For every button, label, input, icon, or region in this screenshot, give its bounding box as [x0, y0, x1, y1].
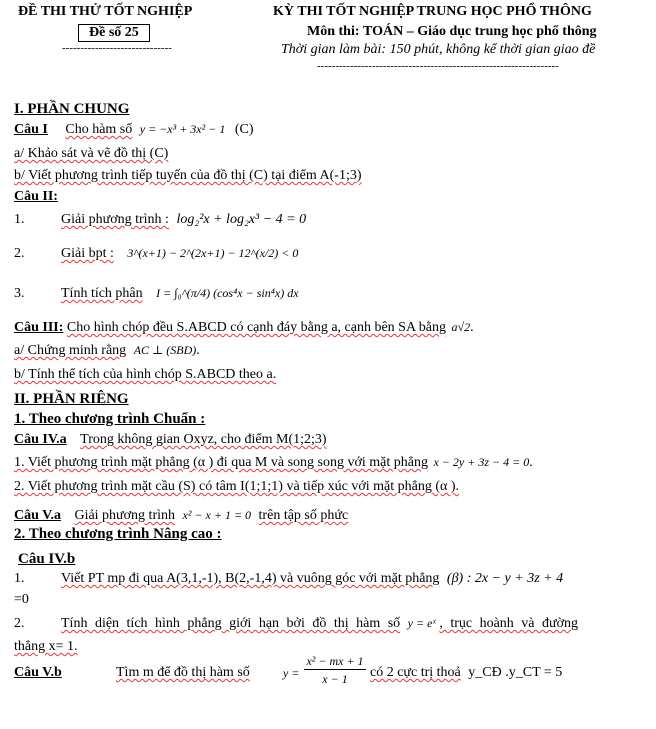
q5a-line	[14, 508, 348, 524]
q2-1-line	[61, 212, 306, 228]
q1-a: a/ Khảo sát và vẽ đồ thị (C)	[14, 146, 169, 161]
q5a-tail: trên tập số phức	[258, 508, 349, 523]
q5a-text: Giải phương trình	[74, 508, 175, 523]
q2-2-text: Giải bpt :	[61, 246, 114, 261]
q5b-denominator: x − 1	[322, 672, 348, 686]
advanced-program-heading: 2. Theo chương trình Nâng cao :	[14, 526, 222, 542]
q4b-2-cont: thẳng x= 1.	[14, 639, 78, 654]
q4b-label: Câu IV.b	[18, 551, 76, 567]
q1-tag: (C)	[234, 122, 254, 137]
right-rule: ------------------------------------------------------------------	[317, 60, 559, 72]
q3-line: Câu III: Cho hình chóp đều S.ABCD có cạnh đáy bằng a, cạnh bên SA bằng a√2.	[14, 320, 474, 335]
q4b-2-formula: y = eˣ	[407, 616, 436, 630]
q5a-label: Câu V.a	[14, 508, 61, 523]
standard-program-heading: 1. Theo chương trình Chuẩn :	[14, 411, 206, 427]
q3-label: Câu III:	[14, 320, 64, 335]
q2-3-text: Tính tích phân	[61, 286, 143, 301]
q5b-text: Tìm m để đồ thị hàm số	[116, 665, 250, 680]
q3-a-formula: AC ⊥ (SBD)	[133, 343, 197, 357]
q3-text: Cho hình chóp đều S.ABCD có cạnh đáy bằng a, cạnh bên SA bằng	[66, 320, 447, 335]
q1-formula: y = −x³ + 3x² − 1	[139, 122, 226, 136]
q5b-tail-line	[370, 665, 562, 681]
q4a-1-formula: x − 2y + 3z − 4 = 0	[433, 455, 530, 469]
q5b-label: Câu V.b	[14, 665, 62, 680]
part2-heading: II. PHẦN RIÊNG	[14, 391, 129, 407]
q4a-text: Trong không gian Oxyz, cho điểm M(1;2;3)	[80, 432, 327, 447]
q5b-cond: y_CĐ .y_CT = 5	[468, 665, 563, 680]
q4b-1-line	[61, 571, 563, 587]
q1-label: Câu I	[14, 122, 48, 137]
q2-3-num: 3.	[14, 286, 25, 301]
q5a-formula: x² − x + 1 = 0	[182, 508, 252, 522]
left-rule: ------------------------------	[62, 42, 172, 54]
q5b-tail: có 2 cực trị thoả	[370, 665, 461, 680]
exam-title-left: ĐỀ THI THỬ TỐT NGHIỆP	[18, 4, 193, 19]
q2-1-num: 1.	[14, 212, 25, 227]
q4b-2-num: 2.	[14, 616, 25, 631]
q2-1-text: Giải phương trình :	[61, 212, 169, 227]
q4b-1-num: 1.	[14, 571, 25, 586]
q1-text: Cho hàm số	[65, 122, 133, 137]
q3-a: a/ Chứng minh rằng	[14, 343, 127, 358]
subject-line	[307, 24, 597, 40]
q1-line	[14, 122, 254, 138]
q4a-1: 1. Viết phương trình mặt phẳng (α ) đi qua M và song song với mặt phẳng	[14, 455, 428, 470]
q4b-1-text: Viết PT mp đi qua A(3,1,-1), B(2,-1,4) và vuông góc với mặt phẳng	[61, 571, 440, 586]
q2-label: Câu II:	[14, 189, 58, 204]
part1-heading: I. PHẦN CHUNG	[14, 101, 130, 117]
subject-label: Môn thi:	[307, 24, 360, 39]
q3-a-line: a/ Chứng minh rằng AC ⊥ (SBD).	[14, 343, 200, 358]
q4b-2-line	[61, 616, 578, 632]
q5b-fraction	[304, 654, 366, 688]
q5b-numerator: x² − mx + 1	[304, 654, 366, 670]
subject-value: TOÁN – Giáo dục trung học phổ thông	[363, 24, 597, 39]
q3-formula: a√2	[451, 320, 471, 334]
exam-code: Đề số 25	[78, 24, 150, 42]
q4a-1-line: 1. Viết phương trình mặt phẳng (α ) đi qua M và song song với mặt phẳng x − 2y + 3z − 4 = 0.	[14, 455, 533, 470]
q2-3-line	[61, 286, 299, 302]
q4b-1-formula: (β) : 2x − y + 3z + 4	[446, 571, 564, 586]
q4b-1-cont: =0	[14, 592, 29, 607]
q3-b: b/ Tính thể tích của hình chóp S.ABCD theo a.	[14, 367, 277, 382]
q5b-y: y =	[283, 666, 300, 680]
q4a-2: 2. Viết phương trình mặt cầu (S) có tâm I(1;1;1) và tiếp xúc với mặt phẳng (α ).	[14, 479, 460, 494]
q2-3-formula: I = ∫₀^(π/4) (cos⁴x − sin⁴x) dx	[156, 286, 299, 300]
q4b-2-tail: , trục hoành và đường	[439, 616, 578, 631]
q2-2-num: 2.	[14, 246, 25, 261]
q4a-label: Câu IV.a	[14, 432, 67, 447]
exam-title-right: KỲ THI TỐT NGHIỆP TRUNG HỌC PHỔ THÔNG	[273, 4, 592, 19]
q1-b: b/ Viết phương trình tiếp tuyến của đồ thị (C) tại điểm A(-1;3)	[14, 168, 362, 183]
q4b-2-text: Tính diện tích hình phẳng giới hạn bởi đồ thị hàm số	[61, 616, 401, 631]
q2-2-line	[61, 246, 298, 262]
q2-1-formula: log₂²x + log₂x³ − 4 = 0	[176, 212, 307, 227]
q4a-line	[14, 432, 327, 448]
q2-2-formula: 3^(x+1) − 2^(2x+1) − 12^(x/2) < 0	[127, 246, 299, 260]
time-note: Thời gian làm bài: 150 phút, không kể thời gian giao đề	[281, 42, 596, 57]
